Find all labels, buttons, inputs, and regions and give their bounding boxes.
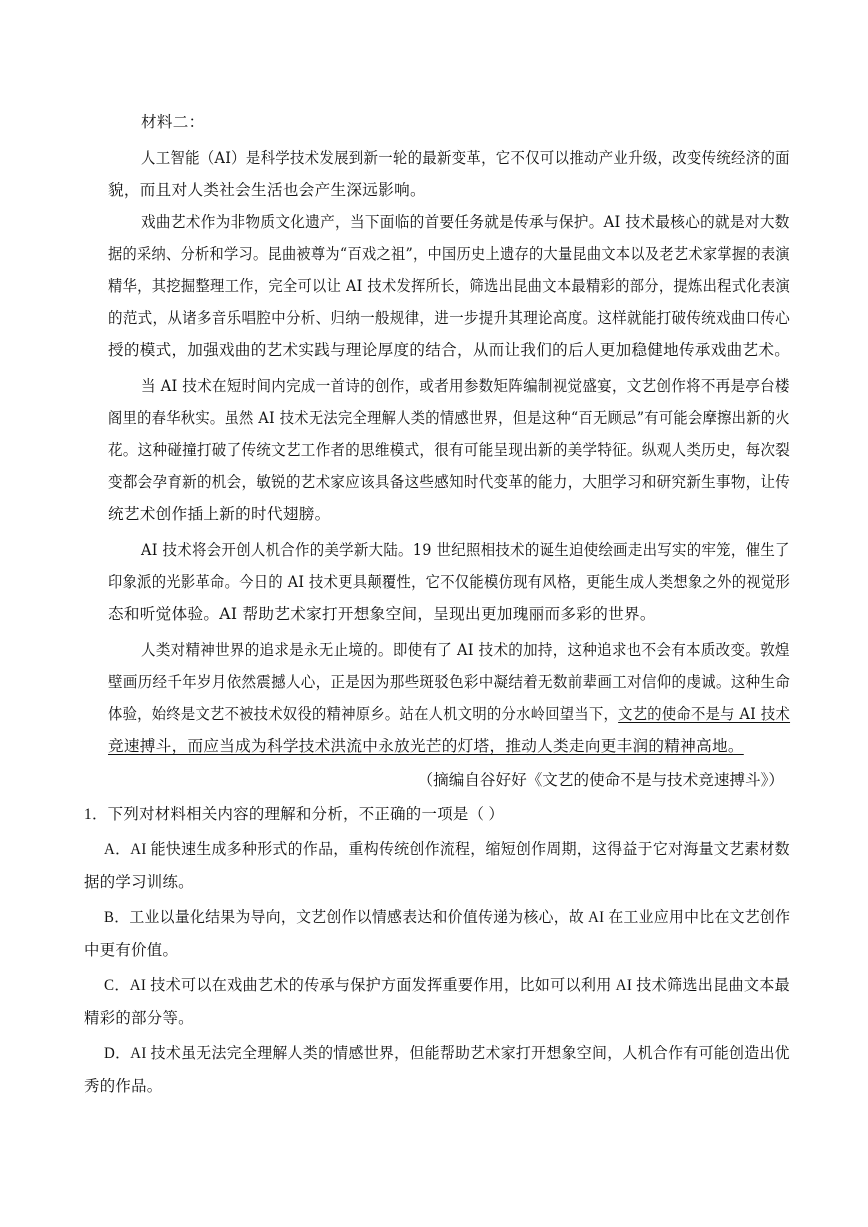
- paragraph-line: 阁里的春华秋实。虽然 AI 技术无法完全理解人类的情感世界，但是这种“百无顾忌”有可能会摩擦出新的火: [108, 409, 790, 427]
- material-heading: 材料二：: [141, 113, 205, 131]
- paragraph-line: 壁画历经千年岁月依然震撼人心，正是因为那些斑驳色彩中凝结着无数前辈画工对信仰的虔诚。这种生命: [108, 673, 791, 691]
- paragraph-line: 授的模式，加强戏曲的艺术实践与理论厚度的结合，从而让我们的后人更加稳健地传承戏曲艺术。: [108, 341, 791, 359]
- paragraph-line: 精华，其挖掘整理工作，完全可以让 AI 技术发挥所长，筛选出昆曲文本最精彩的部分，提炼出程式化表演: [108, 277, 791, 295]
- source-citation: （摘编自谷好好《文艺的使命不是与技术竞速搏斗》）: [417, 771, 784, 789]
- option-a-cont: 据的学习训练。: [84, 874, 194, 891]
- option-b-cont: 中更有价值。: [84, 942, 179, 959]
- option-d: D．AI 技术虽无法完全理解人类的情感世界，但能帮助艺术家打开想象空间，人机合作有可能创造出优: [104, 1045, 790, 1062]
- paragraph-line: 花。这种碰撞打破了传统文艺工作者的思维模式，很有可能呈现出新的美学特征。纵观人类历史，每次裂: [108, 441, 791, 459]
- option-b: B．工业以量化结果为导向，文艺创作以情感表达和价值传递为核心，故 AI 在工业应用中比在文艺创作: [104, 909, 791, 926]
- paragraph-line: 统艺术创作插上新的时代翅膀。: [108, 505, 331, 523]
- paragraph-line: 戏曲艺术作为非物质文化遗产，当下面临的首要任务就是传承与保护。AI 技术最核心的就是对大数: [141, 213, 790, 231]
- option-a: A．AI 能快速生成多种形式的作品，重构传统创作流程，缩短创作周期，这得益于它对海量文艺素材数: [104, 841, 790, 858]
- paragraph-line: 变都会孕育新的机会，敏锐的艺术家应该具备这些感知时代变革的能力，大胆学习和研究新生事物，让传: [108, 473, 791, 491]
- underlined-sentence: 文艺的使命不是与 AI 技术: [618, 705, 791, 723]
- paragraph-text: 体验，始终是文艺不被技术奴役的精神原乡。站在人机文明的分水岭回望当下，: [108, 705, 619, 723]
- paragraph-line: 貌，而且对人类社会生活也会产生深远影响。: [108, 181, 426, 199]
- paragraph-line: 人类对精神世界的追求是永无止境的。即使有了 AI 技术的加持，这种追求也不会有本质改变。敦煌: [141, 641, 790, 659]
- option-c: C．AI 技术可以在戏曲艺术的传承与保护方面发挥重要作用，比如可以利用 AI 技术筛选出昆曲文本最: [104, 977, 791, 994]
- paragraph-line: 态和听觉体验。AI 帮助艺术家打开想象空间，呈现出更加瑰丽而多彩的世界。: [108, 605, 656, 623]
- underlined-sentence: 竞速搏斗，而应当成为科学技术洪流中永放光芒的灯塔，推动人类走向更丰润的精神高地。: [108, 737, 744, 755]
- paragraph-line: AI 技术将会开创人机合作的美学新大陆。19 世纪照相技术的诞生迫使绘画走出写实的牢笼，催生了: [141, 541, 790, 559]
- option-c-cont: 精彩的部分等。: [84, 1010, 194, 1027]
- paragraph-line: 当 AI 技术在短时间内完成一首诗的创作，或者用参数矩阵编制视觉盛宴，文艺创作将不再是亭台楼: [141, 377, 790, 395]
- paragraph-line: 据的采纳、分析和学习。昆曲被尊为“百戏之祖”，中国历史上遗存的大量昆曲文本以及老艺术家掌握的表演: [108, 245, 790, 263]
- paragraph-line: 人工智能（AI）是科学技术发展到新一轮的最新变革，它不仅可以推动产业升级，改变传统经济的面: [141, 149, 790, 167]
- question-stem: 1．下列对材料相关内容的理解和分析，不正确的一项是（ ）: [84, 806, 505, 823]
- paragraph-line: 的范式，从诸多音乐唱腔中分析、归纳一般规律，进一步提升其理论高度。这样就能打破传统戏曲口传心: [108, 309, 791, 327]
- paragraph-line: 印象派的光影革命。今日的 AI 技术更具颠覆性，它不仅能模仿现有风格，更能生成人类想象之外的视觉形: [108, 573, 791, 591]
- paragraph-line-with-underline: [108, 704, 790, 724]
- option-d-cont: 秀的作品。: [84, 1078, 163, 1095]
